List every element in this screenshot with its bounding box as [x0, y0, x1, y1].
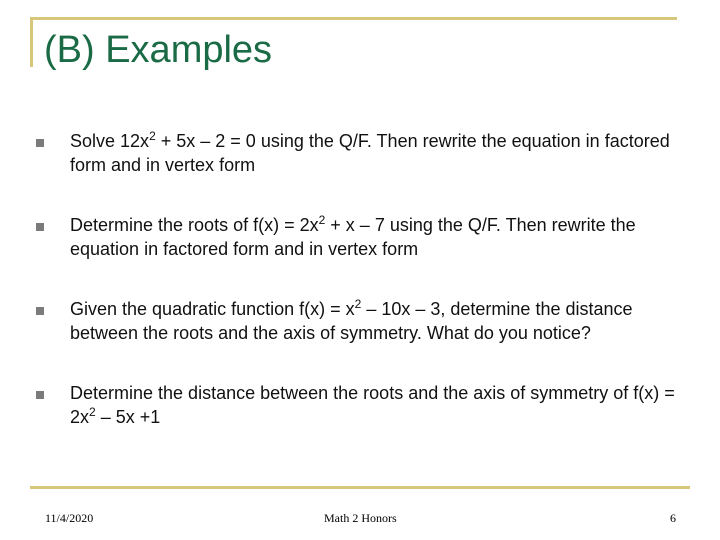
exponent-2: 2 [318, 213, 326, 227]
bullet-text-3b: – 10x – 3, determine the distance between the roots and the axis of symmetry. What do you notice? [70, 299, 633, 343]
footer-rule [30, 486, 690, 489]
bullet-text-4a: Determine the distance between the roots and the axis of symmetry of f(x) = 2x [70, 383, 675, 427]
bullet-item-1 [36, 129, 686, 177]
square-bullet-icon [36, 307, 44, 315]
square-bullet-icon [36, 223, 44, 231]
bullet-item-4 [36, 381, 686, 429]
bullet-text-2b: + x – 7 using the Q/F. Then rewrite the equation in factored form and in vertex form [70, 215, 636, 259]
square-bullet-icon [36, 139, 44, 147]
square-bullet-icon [36, 391, 44, 399]
title-frame-left-rule [30, 17, 33, 67]
title-frame-top-rule [30, 17, 677, 20]
footer-date: 11/4/2020 [45, 511, 94, 525]
bullet-item-2 [36, 213, 686, 261]
bullet-text-1b: + 5x – 2 = 0 using the Q/F. Then rewrite the equation in factored form and in vertex form [70, 131, 670, 175]
page-number: 6 [670, 511, 676, 525]
bullet-text-3a: Given the quadratic function f(x) = x [70, 299, 355, 319]
bullet-text-1a: Solve 12x [70, 131, 150, 151]
exponent-1: 2 [149, 129, 156, 143]
bullet-item-3 [36, 297, 686, 345]
footer-course-name: Math 2 Honors [324, 511, 397, 525]
bullet-text-2a: Determine the roots of f(x) = 2x [70, 215, 319, 235]
exponent-4: 2 [89, 405, 96, 419]
slide-title: (B) Examples [44, 29, 273, 71]
bullet-text-4b: – 5x +1 [95, 407, 161, 427]
exponent-3: 2 [354, 297, 362, 311]
bullet-list [36, 129, 686, 429]
